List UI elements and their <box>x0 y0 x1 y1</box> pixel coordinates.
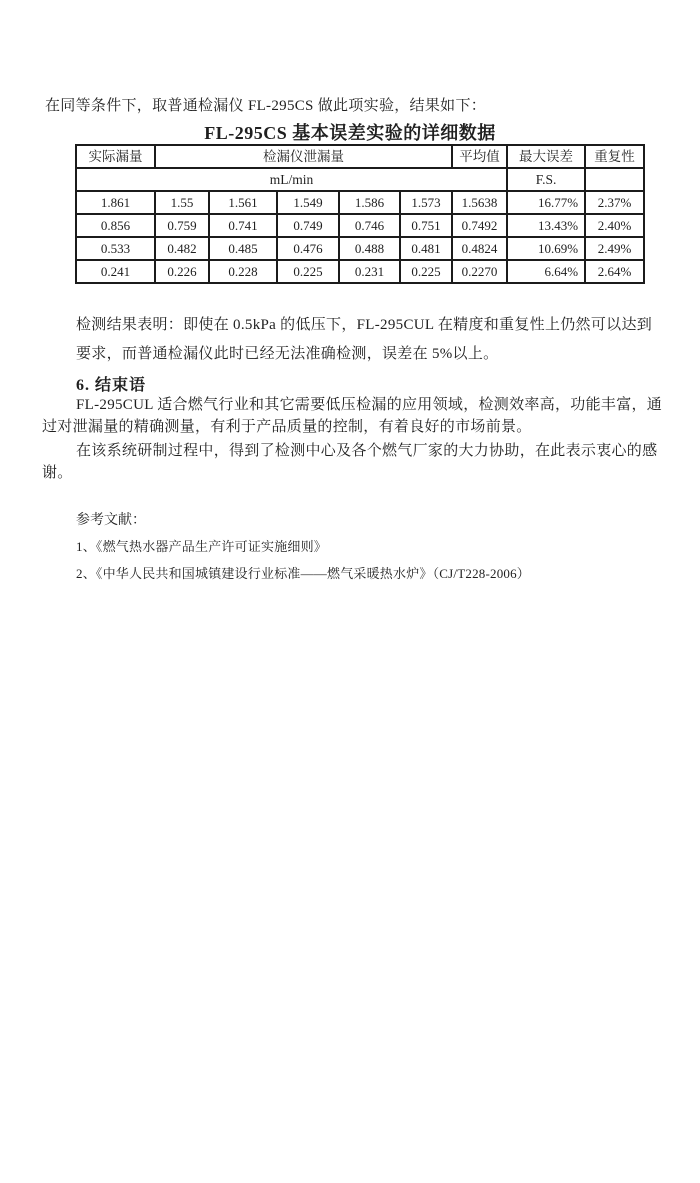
table-cell: 0.856 <box>76 214 155 237</box>
table-cell: 0.749 <box>277 214 339 237</box>
table-cell: 1.549 <box>277 191 339 214</box>
header-max-error: 最大误差 <box>507 145 585 168</box>
table-cell-repeatability: 2.49% <box>585 237 644 260</box>
intro-paragraph: 在同等条件下，取普通检漏仪 FL-295CS 做此项实验，结果如下： <box>45 98 487 114</box>
table-cell: 1.586 <box>339 191 400 214</box>
conclusion-paragraph-2 <box>42 440 657 484</box>
table-cell: 0.746 <box>339 214 400 237</box>
table-cell: 1.573 <box>400 191 452 214</box>
conclusion-paragraph-line: FL-295CUL 适合燃气行业和其它需要低压检漏的应用领域，检测效率高，功能丰富，通 <box>76 397 663 413</box>
table-cell-max-error: 13.43% <box>507 214 585 237</box>
header-repeatability: 重复性 <box>585 145 644 168</box>
table-unit-row <box>76 168 644 191</box>
table-cell: 0.485 <box>209 237 277 260</box>
references-heading: 参考文献： <box>76 513 146 528</box>
table-cell: 0.481 <box>400 237 452 260</box>
error-data-table <box>75 144 645 284</box>
table-cell: 0.241 <box>76 260 155 283</box>
table-row <box>76 191 644 214</box>
table-row <box>76 214 644 237</box>
result-paragraph-line: 要求，而普通检漏仪此时已经无法准确检测，误差在 5%以上。 <box>76 346 499 362</box>
table-cell: 0.225 <box>277 260 339 283</box>
table-cell: 0.488 <box>339 237 400 260</box>
table-cell: 0.751 <box>400 214 452 237</box>
table-row <box>76 237 644 260</box>
table-cell: 0.533 <box>76 237 155 260</box>
table-cell-max-error: 16.77% <box>507 191 585 214</box>
table-cell: 0.476 <box>277 237 339 260</box>
table-cell: 0.225 <box>400 260 452 283</box>
header-actual-leak: 实际漏量 <box>76 145 155 168</box>
table-cell: 0.228 <box>209 260 277 283</box>
section-6-heading: 6. 结束语 <box>76 377 147 394</box>
header-detector-leak: 检漏仪泄漏量 <box>155 145 452 168</box>
table-cell-max-error: 10.69% <box>507 237 585 260</box>
table-cell: 0.4824 <box>452 237 507 260</box>
conclusion-paragraph-line: 谢。 <box>42 465 73 481</box>
table-row <box>76 260 644 283</box>
table-cell-repeatability: 2.37% <box>585 191 644 214</box>
header-average: 平均值 <box>452 145 507 168</box>
table-cell: 0.759 <box>155 214 209 237</box>
table-cell: 0.2270 <box>452 260 507 283</box>
table-cell: 1.561 <box>209 191 277 214</box>
table-cell: 0.226 <box>155 260 209 283</box>
table-cell: 0.231 <box>339 260 400 283</box>
table-cell-max-error: 6.64% <box>507 260 585 283</box>
table-cell: 0.741 <box>209 214 277 237</box>
table-header-row <box>76 145 644 168</box>
table-cell: 1.861 <box>76 191 155 214</box>
reference-item: 2、《中华人民共和国城镇建设行业标准——燃气采暖热水炉》（CJ/T228-2006） <box>76 566 531 581</box>
table-cell-repeatability: 2.64% <box>585 260 644 283</box>
fs-cell: F.S. <box>507 168 585 191</box>
reference-item: 1、《燃气热水器产品生产许可证实施细则》 <box>76 539 328 554</box>
result-paragraph-line: 检测结果表明：即使在 0.5kPa 的低压下，FL-295CUL 在精度和重复性上仍然可以达到 <box>76 317 653 333</box>
conclusion-paragraph-line: 在该系统研制过程中，得到了检测中心及各个燃气厂家的大力协助，在此表示衷心的感 <box>76 443 658 459</box>
empty-cell <box>585 168 644 191</box>
table-title: FL-295CS 基本误差实验的详细数据 <box>204 123 496 143</box>
table-cell: 1.5638 <box>452 191 507 214</box>
table-cell: 0.7492 <box>452 214 507 237</box>
table-cell-repeatability: 2.40% <box>585 214 644 237</box>
result-paragraph <box>76 311 652 369</box>
conclusion-paragraph-1 <box>42 394 662 438</box>
unit-cell: mL/min <box>76 168 507 191</box>
conclusion-paragraph-line: 过对泄漏量的精确测量，有利于产品质量的控制，有着良好的市场前景。 <box>42 419 532 435</box>
table-cell: 0.482 <box>155 237 209 260</box>
table-cell: 1.55 <box>155 191 209 214</box>
